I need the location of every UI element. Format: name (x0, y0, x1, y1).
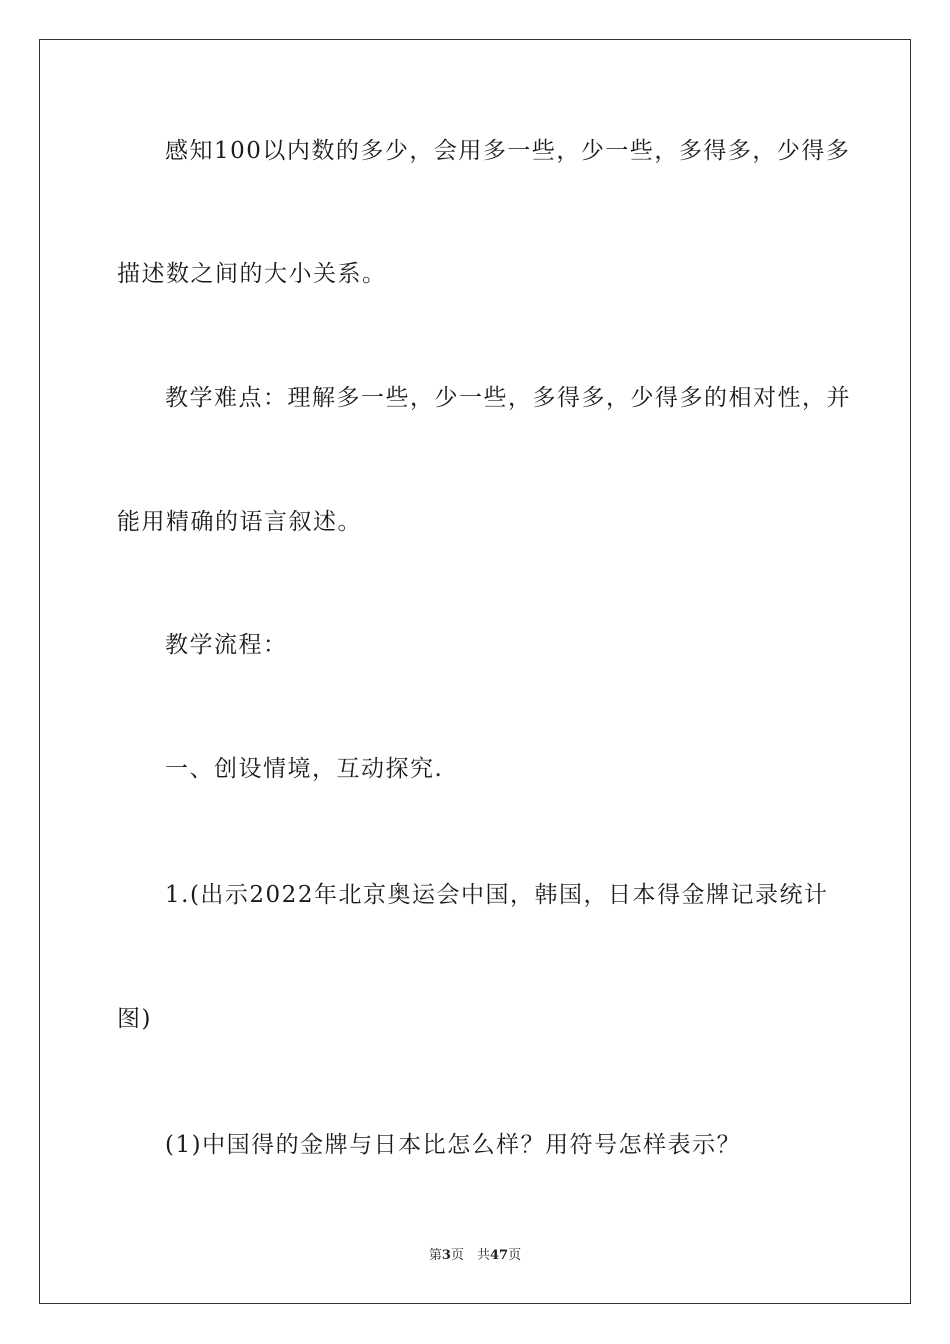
body-line-3: 教学难点：理解多一些，少一些，多得多，少得多的相对性，并 (165, 385, 851, 411)
body-line-7: 1.(出示2022年北京奥运会中国，韩国，日本得金牌记录统计 (165, 882, 829, 908)
body-line-1: 感知100以内数的多少，会用多一些，少一些，多得多，少得多 (165, 138, 851, 164)
body-line-8: 图) (117, 1006, 152, 1032)
footer-page-suffix: 页 (508, 1248, 522, 1263)
footer-page-total: 47 (489, 1248, 509, 1263)
footer-page-current: 3 (441, 1248, 451, 1263)
footer-page-mid: 页 共 (450, 1248, 490, 1263)
footer-page-prefix: 第 (428, 1248, 442, 1263)
body-line-4: 能用精确的语言叙述。 (117, 509, 362, 535)
page-footer (0, 1247, 950, 1265)
body-line-5: 教学流程： (165, 632, 288, 658)
body-line-6: 一、创设情境，互动探究. (165, 756, 444, 782)
body-line-9: (1)中国得的金牌与日本比怎么样？用符号怎样表示？ (165, 1132, 742, 1158)
page-border (39, 39, 911, 1304)
body-line-2: 描述数之间的大小关系。 (117, 261, 387, 287)
